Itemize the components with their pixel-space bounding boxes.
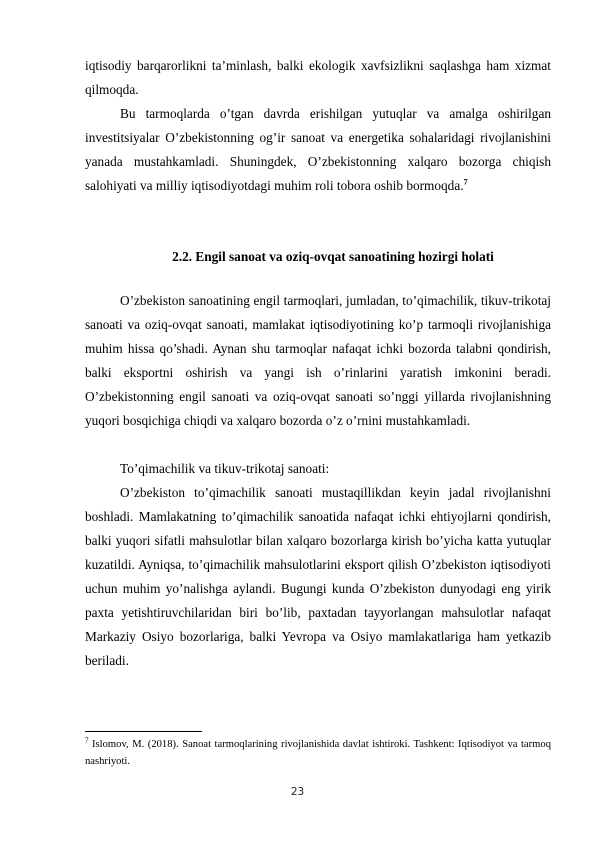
paragraph-textile-industry: O’zbekiston to’qimachilik sanoati mustaqillikdan keyin jadal rivojlanishni boshladi. Mamlakatning to’qimachilik sanoatida nafaqat ichki ehtiyojlarni qondirish, balki yuqori sifatli mahsulotlar bilan xalqaro bozorlarga kirish bo’yicha katta yutuqlar kuzatildi. Ayniqsa, to’qimachilik mahsulotlarini eksport qilish O’zbekiston iqtisodiyoti uchun muhim yo’nalishga aylandi. Bugungi kunda O’zbekiston dunyodagi eng yirik paxta yetishtiruvchilaridan biri bo’lib, paxtadan tayyorlangan mahsulotlar nafaqat Markaziy Osiyo bozorlariga, balki Yevropa va Osiyo mamlakatlariga ham yetkazib beriladi. [85,485,551,668]
paragraph-continuation: iqtisodiy barqarorlikni ta’minlash, balki ekologik xavfsizlikni saqlashga ham xizmat qilmoqda. [85,58,551,97]
footnote-number: 7 [85,736,89,745]
paragraph-light-industry: O’zbekiston sanoatining engil tarmoqlari, jumladan, to’qimachilik, tikuv-trikotaj sanoati va oziq-ovqat sanoati, mamlakat iqtisodiyotining ko’p tarmoqli rivojlanishiga muhim hissa qo’shadi. Aynan shu tarmoqlar nafaqat ichki bozorda talabni qondirish, balki eksportni oshirish va yangi ish o’rinlarini yaratish imkonini beradi. O’zbekistonning engil sanoati va oziq-ovqat sanoati so’nggi yillarda rivojlanishning yuqori bosqichiga chiqdi va xalqaro bozorda o’z o’rnini mustahkamladi. [85,293,551,428]
paragraph-investments [85,102,551,198]
section-heading: 2.2. Engil sanoat va oziq-ovqat sanoatining hozirgi holati [172,249,494,264]
footnote-divider [85,731,202,732]
paragraph-subheading-textile: To’qimachilik va tikuv-trikotaj sanoati: [120,461,330,476]
page-number: 23 [290,786,305,798]
footnote-reference[interactable]: 7 [463,177,468,187]
footnote [85,736,551,770]
footnote-text: Islomov, M. (2018). Sanoat tarmoqlarining rivojlanishida davlat ishtiroki. Tashkent: Iqtisodiyot va tarmoq nashriyoti. [85,739,551,767]
paragraph-investments-text: Bu tarmoqlarda o’tgan davrda erishilgan yutuqlar va amalga oshirilgan investitsiyalar O’zbekistonning og’ir sanoat va energetika sohalaridagi rivojlanishini yanada mustahkamladi. Shuningdek, O’zbekistonning xalqaro bozorga chiqish salohiyati va milliy iqtisodiyotdagi muhim roli tobora oshib bormoqda. [85,106,551,193]
